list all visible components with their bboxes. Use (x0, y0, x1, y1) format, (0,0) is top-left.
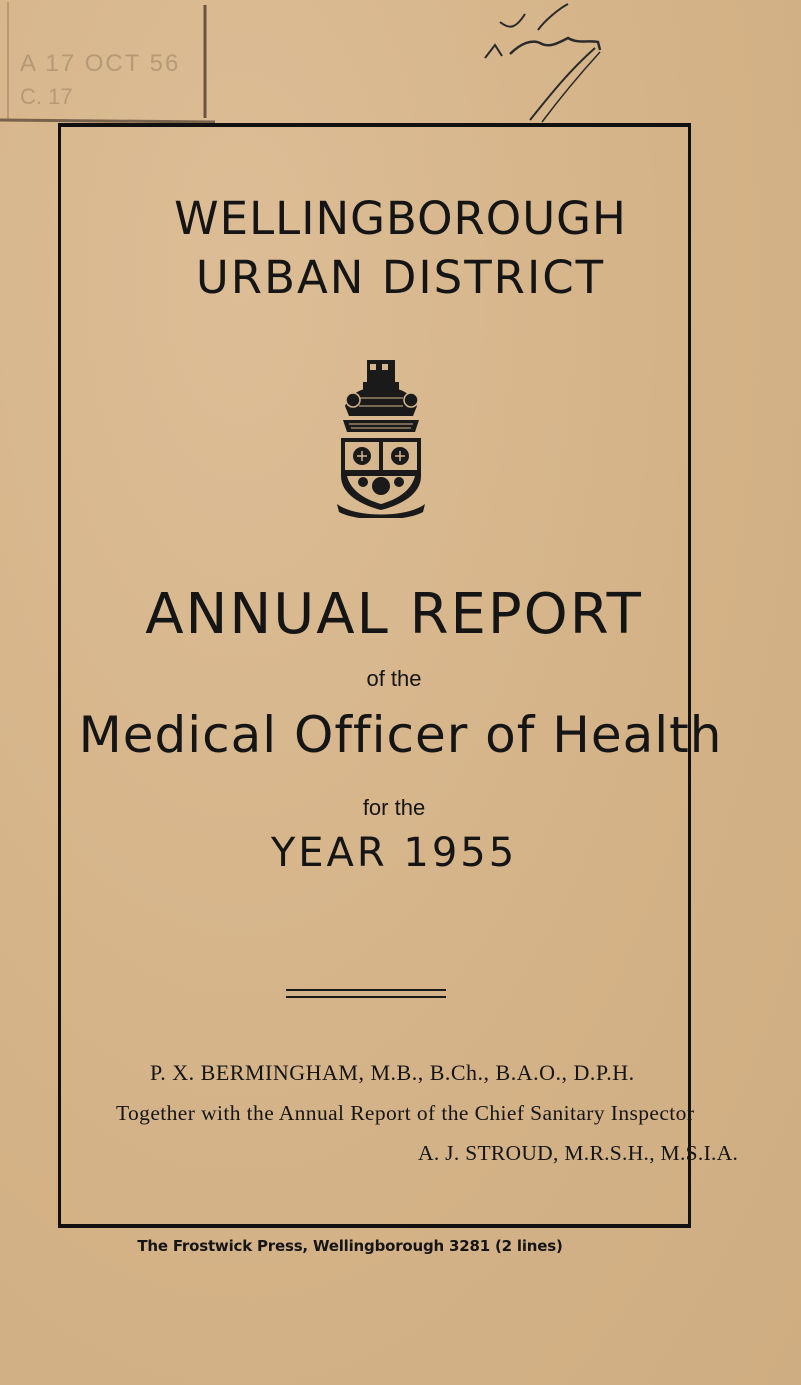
title-line-1: WELLINGBOROUGH (174, 192, 627, 245)
report-subject: Medical Officer of Health (78, 706, 723, 764)
report-heading: ANNUAL REPORT (145, 582, 643, 647)
of-the-connector: of the (366, 666, 422, 691)
together-line: Together with the Annual Report of the Chief Sanitary Inspector (116, 1101, 695, 1125)
coat-of-arms-icon (335, 358, 427, 518)
stamp-frame-icon (0, 0, 215, 125)
stamp-faint-date: A 17 OCT 56 (20, 50, 181, 77)
library-stamp (0, 0, 215, 125)
for-the-connector: for the (362, 795, 426, 820)
report-year: YEAR 1955 (270, 830, 518, 876)
stamp-faint-code: C. 17 (20, 84, 73, 109)
pencil-scribble-icon (450, 0, 625, 125)
divider-rule-bottom (286, 996, 446, 998)
printer-imprint: The Frostwick Press, Wellingborough 3281 (2 lines) (137, 1237, 563, 1255)
title-line-2: URBAN DISTRICT (195, 251, 606, 304)
medical-officer-name: P. X. BERMINGHAM, M.B., B.Ch., B.A.O., D.P.H. (150, 1060, 635, 1085)
sanitary-inspector-name: A. J. STROUD, M.R.S.H., M.S.I.A. (418, 1141, 739, 1165)
divider-rule-top (286, 989, 446, 991)
